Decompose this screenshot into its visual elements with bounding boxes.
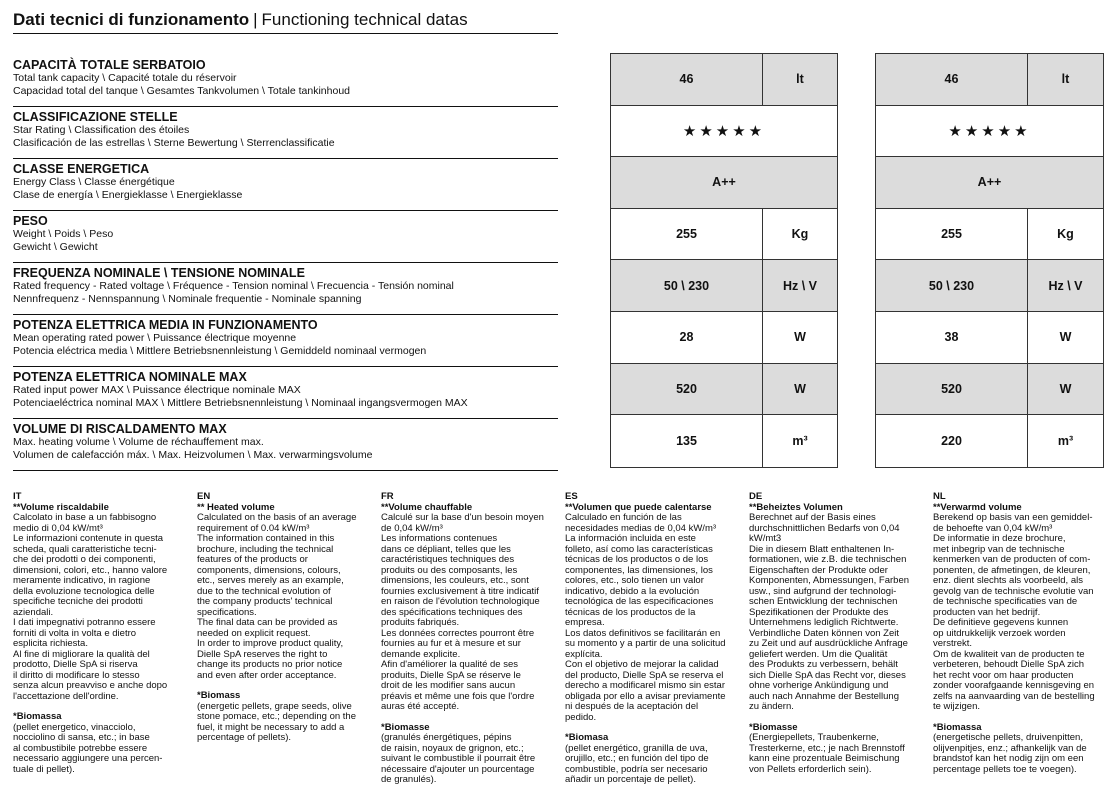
notes-line: Die in diesem Blatt enthaltenen In-: [749, 543, 895, 555]
cell-unit: m³: [1057, 433, 1074, 448]
notes-line: schen Entwicklung der technischen: [749, 596, 898, 607]
table-row: [611, 157, 837, 209]
notes-language-code: DE: [749, 491, 763, 502]
title-italian: Dati tecnici di funzionamento: [13, 10, 250, 29]
notes-column-es: [565, 492, 748, 786]
notes-line: The information contained in this: [197, 533, 335, 544]
notes-line: components, dimensions, colours,: [197, 564, 341, 576]
spec-subtitle: Total tank capacity \ Capacité totale du réservoir: [13, 72, 237, 84]
notes-line: Spezifikationen der Produkte des: [749, 606, 889, 618]
spec-labels: [13, 55, 558, 471]
energy-class-value: A++: [712, 175, 736, 190]
notes-line: Calculado en función de las: [565, 512, 682, 523]
energy-class-value: A++: [977, 175, 1002, 190]
table-row: [876, 209, 1103, 261]
spec-weight: [13, 211, 558, 263]
spec-subtitle: Mean operating rated power \ Puissance électrique moyenne: [13, 332, 297, 344]
notes-line: derecho a modificarel mismo sin estar: [565, 680, 725, 691]
notes-line: due to the technical evolution of: [197, 585, 331, 597]
biomass-line: (pellet energético, granilla de uva,: [565, 742, 708, 754]
notes-line: formationen, wie z.B. die technischen: [749, 554, 907, 565]
biomass-heading: *Biomassa: [933, 721, 982, 733]
notes-line: fournies exclusivement à titre indicatif: [381, 585, 539, 597]
notes-line: dimensions, les couleurs, etc., sont: [381, 575, 529, 586]
notes-spacer: [381, 713, 564, 723]
spec-subtitle: Weight \ Poids \ Peso: [13, 228, 114, 240]
notes-line: enz. dient slechts als voorbeeld, als: [933, 575, 1083, 586]
title-english: Functioning technical datas: [261, 10, 468, 29]
notes-line: ohne vorherige Ankündigung und: [749, 680, 889, 691]
notes-line: l'accettazione dell'ordine.: [13, 690, 119, 702]
notes-line: aziendali.: [13, 606, 54, 618]
notes-line: Calculated on the basis of an average: [197, 512, 357, 523]
notes-line: auch nach Annahme der Bestellung: [749, 690, 899, 702]
notes-spacer: [933, 713, 1116, 723]
spec-title: CLASSIFICAZIONE STELLE: [13, 110, 178, 124]
notes-line: durchschnittlichen Bedarfs von 0,04: [749, 522, 900, 534]
biomass-line: (energetic pellets, grape seeds, olive: [197, 700, 352, 712]
notes-line: Berechnet auf der Basis eines: [749, 512, 876, 523]
notes-line: il diritto di modificare lo stesso: [13, 669, 140, 681]
notes-line: medio di 0,04 kW/mt³: [13, 522, 103, 534]
notes-heading: **Verwarmd volume: [933, 501, 1022, 513]
cell-value: 28: [611, 312, 763, 363]
notes-spacer: [749, 713, 932, 723]
notes-line: demande explicite.: [381, 648, 461, 660]
notes-line: Dielle SpA reserves the right to: [197, 648, 328, 660]
notes-line: In order to improve product quality,: [197, 638, 344, 649]
notes-line: de behoefte van 0,04 kW/m³: [933, 522, 1053, 534]
table-row: [611, 106, 837, 158]
notes-line: verbeteren, behoudt Dielle SpA zich: [933, 659, 1085, 670]
notes-line: caractéristiques techniques des: [381, 554, 515, 565]
table-row: [611, 260, 837, 312]
spec-max-power: [13, 367, 558, 419]
notes-line: ni después de la aceptación del: [565, 701, 699, 712]
notes-line: colores, etc., solo tienen un valor: [565, 575, 704, 586]
cell-value: 255: [876, 209, 1028, 260]
notes-language-code: FR: [381, 491, 394, 502]
spec-subtitle: Potencia eléctrica media \ Mittlere Betriebsnennleistung \ Gemiddeld nominaal vermogen: [13, 344, 427, 357]
biomass-line: (pellet energetico, vinacciolo,: [13, 721, 136, 733]
notes-line: pedido.: [565, 711, 597, 723]
biomass-line: orujillo, etc.; en función del tipo de: [565, 753, 709, 764]
notes-line: en raison de l'évolution technologique: [381, 596, 540, 607]
notes-line: Al fine di migliorare la qualità del: [13, 648, 150, 660]
spec-subtitle: Volumen de calefacción máx. \ Max. Heizvolumen \ Max. verwarmingsvolume: [13, 448, 373, 461]
biomass-heading: *Biomass: [197, 690, 241, 701]
biomass-heading: *Biomasse: [749, 721, 798, 733]
spec-title: FREQUENZA NOMINALE \ TENSIONE NOMINALE: [13, 266, 305, 280]
spec-energy-class: [13, 159, 558, 211]
notes-line: requirement of 0.04 kW/m³: [197, 522, 310, 534]
table-row: [876, 364, 1103, 416]
notes-line: Eigenschaften der Produkte oder: [749, 564, 888, 576]
notes-line: geliefert werden. Um die Qualität: [749, 648, 888, 660]
table-row: [876, 312, 1103, 364]
notes-line: needed on explicit request.: [197, 627, 311, 639]
notes-line: kW/mt3: [749, 533, 782, 544]
biomass-line: nécessaire d'ajouter un pourcentage: [381, 763, 535, 775]
notes-line: su momento y a partir de una solicitud: [565, 638, 726, 649]
biomass-line: brandstof kan het nodig zijn om een: [933, 753, 1084, 764]
spec-heating-volume: [13, 419, 558, 471]
notes-line: verstrekt.: [933, 638, 973, 649]
cell-unit: Hz \ V: [1048, 278, 1083, 293]
notes-line: producten van het bedrijf.: [933, 606, 1041, 618]
notes-line: componentes, las dimensiones, los: [565, 564, 713, 576]
biomass-line: kann eine prozentuale Beimischung: [749, 753, 900, 764]
cell-unit: W: [1059, 381, 1072, 396]
spec-title: VOLUME DI RISCALDAMENTO MAX: [13, 422, 227, 436]
biomass-line: (granulés énergétiques, pépins: [381, 732, 512, 743]
star-rating: ★★★★★: [948, 122, 1031, 140]
biomass-line: von Pellets erforderlich sein).: [749, 763, 872, 775]
table-row: [876, 54, 1103, 106]
notes-line: obligada por ello a avisar previamente: [565, 690, 726, 702]
notes-column-de: [749, 492, 932, 775]
biomass-line: (energetische pellets, druivenpitten,: [933, 732, 1083, 743]
notes-column-en: [197, 492, 380, 744]
model-1-spec-table: [610, 53, 838, 468]
cell-value: 255: [611, 209, 763, 260]
biomass-heading: *Biomassa: [13, 711, 62, 722]
biomass-line: al combustibile potrebbe essere: [13, 742, 148, 754]
header-divider: [13, 33, 558, 34]
table-row: [876, 157, 1103, 209]
spec-frequency-voltage: [13, 263, 558, 315]
spec-title: POTENZA ELETTRICA MEDIA IN FUNZIONAMENTO: [13, 318, 318, 332]
biomass-line: stone pomace, etc.; depending on the: [197, 711, 356, 722]
cell-unit: W: [794, 330, 806, 345]
notes-line: dans ce dépliant, telles que les: [381, 543, 511, 555]
notes-line: senza alcun preavviso e anche dopo: [13, 680, 168, 691]
notes-line: Verbindliche Daten können von Zeit: [749, 627, 899, 639]
spec-subtitle: Capacidad total del tanque \ Gesamtes Tankvolumen \ Totale tankinhoud: [13, 84, 350, 97]
notes-language-code: NL: [933, 491, 946, 502]
biomass-line: de granulés).: [381, 774, 437, 785]
cell-unit: m³: [792, 433, 808, 448]
cell-value: 50 \ 230: [876, 260, 1028, 311]
cell-unit: lt: [796, 72, 804, 87]
notes-line: La información incluida en este: [565, 533, 696, 544]
notes-line: etc., serves merely as an example,: [197, 575, 344, 586]
biomass-line: tuale di pellet).: [13, 763, 75, 775]
spec-tank-capacity: [13, 55, 558, 107]
cell-value: 520: [876, 364, 1028, 415]
spec-star-rating: [13, 107, 558, 159]
notes-line: tecnológica de las especificaciones: [565, 596, 714, 607]
spec-subtitle: Potenciaeléctrica nominal MAX \ Mittlere Betriebsnennleistung \ Nominaal ingangsvermogen MAX: [13, 396, 468, 409]
biomass-line: olijvenpitjes, enz.; afhankelijk van de: [933, 742, 1087, 754]
notes-line: usw., sind aufgrund der technologi-: [749, 585, 897, 597]
notes-line: and even after order acceptance.: [197, 669, 337, 681]
notes-line: Unternehmens lediglich Richtwerte.: [749, 617, 899, 628]
notes-column-nl: [933, 492, 1116, 775]
notes-line: técnicas de los productos o de los: [565, 554, 709, 565]
notes-line: ponenten, de afmetingen, de kleuren,: [933, 564, 1091, 576]
notes-line: The final data can be provided as: [197, 617, 338, 628]
biomass-line: percentage pellets toe te voegen).: [933, 763, 1077, 775]
notes-line: te wijzigen.: [933, 701, 980, 712]
spec-subtitle: Max. heating volume \ Volume de réchauffement max.: [13, 436, 264, 448]
notes-line: Les données correctes pourront être: [381, 627, 535, 639]
notes-line: specifications.: [197, 606, 257, 618]
biomass-line: suivant le combustible il pourrait être: [381, 753, 536, 764]
notes-line: gevolg van de technische evolutie van: [933, 585, 1094, 597]
notes-line: Komponenten, Abmessungen, Farben: [749, 575, 910, 586]
spec-title: CAPACITÀ TOTALE SERBATOIO: [13, 58, 206, 72]
notes-line: préavis et même une fois que l'ordre: [381, 690, 535, 702]
biomass-line: percentage of pellets).: [197, 732, 292, 743]
spec-subtitle: Rated frequency - Rated voltage \ Fréquence - Tension nominal \ Frecuencia - Tensión nominal: [13, 280, 454, 292]
notes-line: De informatie in deze brochure,: [933, 533, 1066, 544]
notes-line: fournies au fur et à mesure et sur: [381, 638, 521, 649]
notes-line: indicativo, debido a la evolución: [565, 585, 700, 597]
notes-line: De definitieve gegevens kunnen: [933, 617, 1069, 628]
cell-value: 46: [611, 54, 763, 105]
notes-language-code: EN: [197, 491, 211, 502]
notes-line: del producto, Dielle SpA se reserva el: [565, 669, 724, 681]
model-2-spec-table: [875, 53, 1104, 468]
table-row: [611, 209, 837, 261]
table-row: [611, 312, 837, 364]
notes-line: scheda, quali caratteristiche tecni-: [13, 543, 157, 555]
notes-line: della evoluzione tecnologica delle: [13, 585, 155, 597]
cell-unit: lt: [1061, 72, 1070, 87]
notes-line: brochure, including the technical: [197, 543, 334, 555]
notes-line: change its products no prior notice: [197, 659, 343, 670]
table-row: [611, 415, 837, 467]
notes-heading: **Volume riscaldabile: [13, 501, 109, 513]
notes-line: op uitdrukkelijk verzoek worden: [933, 627, 1066, 639]
cell-unit: Kg: [791, 227, 809, 242]
notes-heading: **Volumen que puede calentarse: [565, 501, 712, 513]
notes-line: sich Dielle SpA das Recht vor, dieses: [749, 669, 906, 681]
notes-line: empresa.: [565, 617, 605, 628]
notes-line: dimensioni, colori, etc., hanno valore: [13, 564, 168, 576]
notes-line: explícita.: [565, 648, 603, 660]
spec-subtitle: Clasificación de las estrellas \ Sterne Bewertung \ Sterrenclassificatie: [13, 136, 335, 149]
notes-line: de 0,04 kW/m³: [381, 522, 443, 534]
notes-line: zu Zeit und auf ausdrückliche Anfrage: [749, 638, 908, 649]
notes-line: zonder voorafgaande kennisgeving en: [933, 680, 1095, 691]
table-row: [611, 54, 837, 106]
notes-column-it: [13, 492, 196, 775]
notes-line: des Produkts zu verbessern, behält: [749, 659, 898, 670]
notes-line: the company products' technical: [197, 596, 333, 607]
notes-heading: ** Heated volume: [197, 501, 275, 513]
page-title: [13, 8, 468, 32]
notes-line: Le informazioni contenute in questa: [13, 533, 163, 544]
cell-value: 38: [876, 312, 1028, 363]
biomass-line: añadir un porcentaje de pellet).: [565, 774, 696, 785]
notes-line: necesidades medias de 0,04 kW/m³: [565, 522, 717, 534]
notes-line: produits fabriqués.: [381, 617, 460, 628]
biomass-line: Tresterkerne, etc.; je nach Brennstoff: [749, 742, 905, 754]
notes-line: I dati impegnativi potranno essere: [13, 617, 156, 628]
notes-line: produits ou des composants, les: [381, 564, 518, 576]
notes-language-code: IT: [13, 491, 22, 502]
notes-line: Les informations contenues: [381, 533, 498, 544]
table-row: [611, 364, 837, 416]
spec-subtitle: Rated input power MAX \ Puissance électrique nominale MAX: [13, 384, 301, 396]
notes-line: kenmerken van de producten of com-: [933, 554, 1091, 565]
cell-value: 50 \ 230: [611, 260, 763, 311]
notes-line: Calcolato in base a un fabbisogno: [13, 512, 157, 523]
table-row: [876, 106, 1103, 158]
cell-value: 220: [876, 415, 1028, 467]
biomass-line: fuel, it might be necessary to add a: [197, 721, 345, 733]
biomass-heading: *Biomasse: [381, 721, 430, 733]
biomass-line: necessario aggiungere una percen-: [13, 753, 163, 764]
biomass-line: nocciolino di sansa, etc.; in base: [13, 732, 150, 743]
notes-heading: **Volume chauffable: [381, 501, 473, 513]
notes-line: Calculé sur la base d'un besoin moyen: [381, 512, 544, 523]
notes-line: esplicita richiesta.: [13, 638, 88, 649]
cell-value: 135: [611, 415, 763, 467]
notes-line: Berekend op basis van een gemiddel-: [933, 512, 1093, 523]
notes-line: features of the products or: [197, 554, 308, 565]
notes-line: specifiche tecniche dei prodotti: [13, 596, 143, 607]
biomass-line: (Energiepellets, Traubenkerne,: [749, 732, 879, 743]
spec-title: POTENZA ELETTRICA NOMINALE MAX: [13, 370, 247, 384]
cell-unit: W: [1059, 330, 1072, 345]
title-separator: |: [253, 10, 258, 29]
notes-line: zelfs na aanvaarding van de bestelling: [933, 690, 1095, 702]
spec-title: PESO: [13, 214, 48, 228]
biomass-line: combustible, podría ser necesario: [565, 763, 708, 775]
spec-subtitle: Gewicht \ Gewicht: [13, 240, 98, 253]
biomass-line: de raisin, noyaux de grignon, etc.;: [381, 742, 524, 754]
notes-heading: **Beheiztes Volumen: [749, 501, 843, 513]
notes-line: meramente indicativo, in ragione: [13, 575, 151, 586]
table-row: [876, 415, 1103, 467]
notes-line: de technische specificaties van de: [933, 596, 1078, 607]
notes-line: che dei prodotti o dei componenti,: [13, 554, 156, 565]
notes-line: met inbegrip van de technische: [933, 543, 1065, 555]
cell-value: 520: [611, 364, 763, 415]
notes-line: zu ändern.: [749, 701, 794, 712]
cell-unit: Hz \ V: [782, 278, 818, 293]
spec-subtitle: Energy Class \ Classe énergétique: [13, 176, 175, 188]
notes-line: produits, Dielle SpA se réserve le: [381, 669, 521, 681]
spec-subtitle: Star Rating \ Classification des étoiles: [13, 124, 190, 136]
spec-subtitle: Clase de energía \ Energieklasse \ Energieklasse: [13, 188, 243, 201]
notes-line: forniti di volta in volta e dietro: [13, 627, 137, 639]
notes-line: Afin d'améliorer la qualité de ses: [381, 659, 518, 670]
notes-line: droit de les modifier sans aucun: [381, 680, 516, 691]
notes-line: des spécifications techniques des: [381, 606, 523, 618]
notes-line: Con el objetivo de mejorar la calidad: [565, 659, 719, 670]
spec-subtitle: Nennfrequenz - Nennspannung \ Nominale frequentie - Nominale spanning: [13, 292, 362, 305]
spec-title: CLASSE ENERGETICA: [13, 162, 150, 176]
cell-unit: Kg: [1057, 227, 1074, 242]
star-rating: ★★★★★: [682, 122, 766, 140]
cell-unit: W: [794, 381, 806, 396]
notes-line: folleto, así como las características: [565, 543, 713, 555]
notes-language-code: ES: [565, 491, 578, 502]
notes-line: auras été accepté.: [381, 701, 460, 712]
cell-value: 46: [876, 54, 1028, 105]
notes-line: het recht voor om haar producten: [933, 669, 1074, 681]
notes-column-fr: [381, 492, 564, 786]
table-row: [876, 260, 1103, 312]
biomass-heading: *Biomasa: [565, 732, 609, 743]
notes-line: Om de kwaliteit van de producten te: [933, 648, 1085, 660]
notes-line: Los datos definitivos se facilitarán en: [565, 627, 721, 639]
notes-line: técnicas de los productos de la: [565, 606, 696, 618]
notes-line: prodotto, Dielle SpA si riserva: [13, 659, 138, 670]
spec-mean-power: [13, 315, 558, 367]
